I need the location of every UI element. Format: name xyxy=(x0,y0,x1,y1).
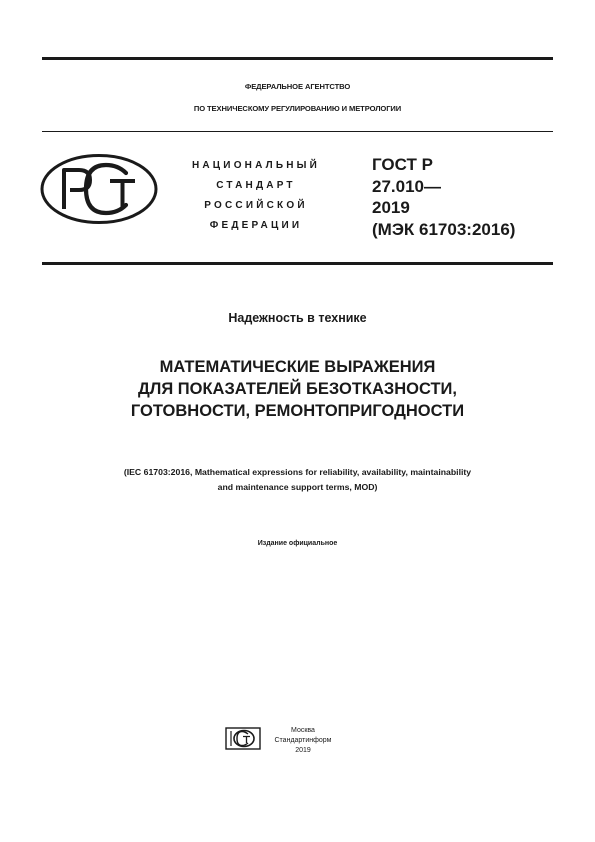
national-standard-line: СТАНДАРТ xyxy=(216,180,296,191)
publisher-year: 2019 xyxy=(295,747,311,754)
designation-line: ГОСТ Р xyxy=(372,155,433,174)
designation-line: 27.010— xyxy=(372,176,441,196)
designation-line: 2019 xyxy=(372,198,410,217)
title-line: МАТЕМАТИЧЕСКИЕ ВЫРАЖЕНИЯ xyxy=(159,358,436,376)
title-line: ДЛЯ ПОКАЗАТЕЛЕЙ БЕЗОТКАЗНОСТИ, xyxy=(138,380,457,398)
top-rule xyxy=(42,57,553,60)
standard-designation xyxy=(372,154,515,240)
bottom-rule xyxy=(42,262,553,265)
national-standard-block xyxy=(172,156,340,236)
publisher-imprint xyxy=(265,726,341,756)
agency-line-2: ПО ТЕХНИЧЕСКОМУ РЕГУЛИРОВАНИЮ И МЕТРОЛОГИИ xyxy=(193,104,402,113)
middle-rule xyxy=(42,131,553,132)
document-subtitle: Надежность в технике xyxy=(228,311,367,325)
iec-reference xyxy=(30,465,565,495)
title-line: ГОТОВНОСТИ, РЕМОНТОПРИГОДНОСТИ xyxy=(130,402,465,420)
edition-label: Издание официальное xyxy=(257,540,338,547)
national-standard-line: ФЕДЕРАЦИИ xyxy=(209,220,303,231)
standartinform-logo-icon xyxy=(225,727,261,750)
national-standard-line: РОССИЙСКОЙ xyxy=(204,200,308,211)
national-standard-line: НАЦИОНАЛЬНЫЙ xyxy=(191,160,321,171)
document-title xyxy=(42,356,553,422)
iec-reference-line: (IEC 61703:2016, Mathematical expressions for reliability, availability, maintainability xyxy=(123,467,472,477)
publisher-name: Стандартинформ xyxy=(274,737,332,744)
agency-line-1: ФЕДЕРАЛЬНОЕ АГЕНТСТВО xyxy=(244,82,351,91)
gost-rst-emblem-icon xyxy=(40,154,158,224)
iec-reference-line: and maintenance support terms, MOD) xyxy=(217,482,378,492)
designation-line: (МЭК 61703:2016) xyxy=(372,219,516,239)
publisher-city: Москва xyxy=(291,727,315,734)
